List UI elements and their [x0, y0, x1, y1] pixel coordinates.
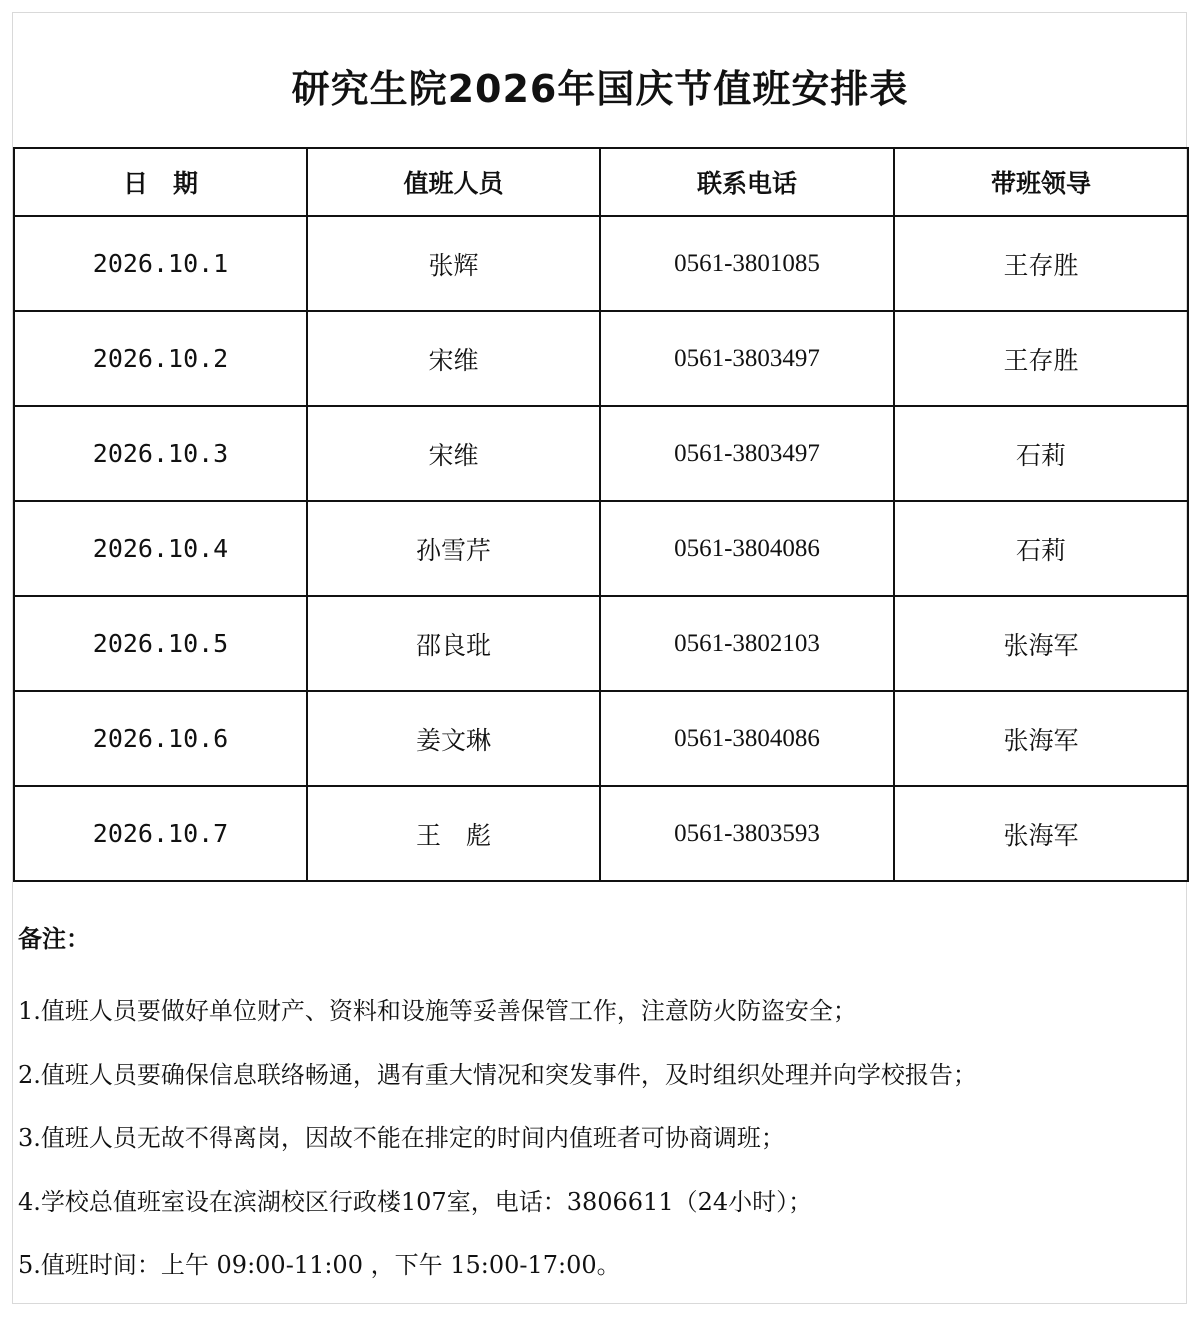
note-item: 1.值班人员要做好单位财产、资料和设施等妥善保管工作，注意防火防盗安全； [18, 997, 857, 1025]
date-cell: 2026.10.6 [14, 691, 307, 786]
staff-cell: 孙雪芹 [307, 501, 600, 596]
header-leader: 带班领导 [894, 148, 1188, 216]
notes-section [18, 918, 1183, 1298]
header-date: 日 期 [14, 148, 307, 216]
leader-cell: 王存胜 [894, 216, 1188, 311]
duty-table [13, 147, 1189, 882]
table-row [14, 216, 1188, 311]
phone-cell: 0561-3801085 [600, 216, 894, 311]
notes-heading: 备注： [18, 925, 90, 953]
staff-cell: 邵良玭 [307, 596, 600, 691]
table-row [14, 311, 1188, 406]
page-title: 研究生院2026年国庆节值班安排表 [291, 67, 909, 111]
date-cell: 2026.10.3 [14, 406, 307, 501]
header-staff: 值班人员 [307, 148, 600, 216]
leader-cell: 王存胜 [894, 311, 1188, 406]
leader-cell: 张海军 [894, 786, 1188, 881]
leader-cell: 石莉 [894, 406, 1188, 501]
note-item: 2.值班人员要确保信息联络畅通，遇有重大情况和突发事件，及时组织处理并向学校报告； [18, 1060, 977, 1089]
notes-list [18, 980, 1183, 1298]
phone-cell: 0561-3804086 [600, 501, 894, 596]
table-row [14, 406, 1188, 501]
table-row [14, 786, 1188, 881]
staff-cell: 宋维 [307, 406, 600, 501]
header-phone: 联系电话 [600, 148, 894, 216]
date-cell: 2026.10.1 [14, 216, 307, 311]
note-item: 5.值班时间：上午 09:00-11:00 ，下午 15:00-17:00。 [18, 1251, 621, 1279]
staff-cell: 王 彪 [307, 786, 600, 881]
date-cell: 2026.10.7 [14, 786, 307, 881]
date-cell: 2026.10.2 [14, 311, 307, 406]
phone-cell: 0561-3803497 [600, 311, 894, 406]
table-header-row [14, 148, 1188, 216]
table-row [14, 691, 1188, 786]
phone-cell: 0561-3802103 [600, 596, 894, 691]
staff-cell: 张辉 [307, 216, 600, 311]
leader-cell: 张海军 [894, 691, 1188, 786]
phone-cell: 0561-3804086 [600, 691, 894, 786]
phone-cell: 0561-3803497 [600, 406, 894, 501]
staff-cell: 宋维 [307, 311, 600, 406]
note-item: 4.学校总值班室设在滨湖校区行政楼107室，电话：3806611（24小时）； [18, 1187, 813, 1216]
staff-cell: 姜文琳 [307, 691, 600, 786]
leader-cell: 张海军 [894, 596, 1188, 691]
date-cell: 2026.10.5 [14, 596, 307, 691]
leader-cell: 石莉 [894, 501, 1188, 596]
table-row [14, 596, 1188, 691]
table-row [14, 501, 1188, 596]
note-item: 3.值班人员无故不得离岗，因故不能在排定的时间内值班者可协商调班； [18, 1124, 785, 1152]
date-cell: 2026.10.4 [14, 501, 307, 596]
phone-cell: 0561-3803593 [600, 786, 894, 881]
